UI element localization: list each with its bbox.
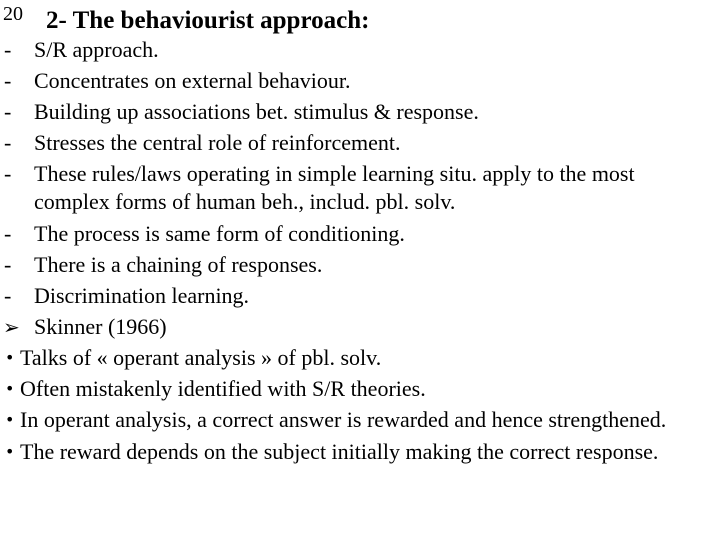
slide-number: 20 [3,3,23,25]
list-item-text: The process is same form of conditioning. [34,221,405,246]
list-item [0,282,720,310]
list-item [0,220,720,248]
list-item [0,438,720,466]
list-item [0,160,720,216]
list-item-text: Building up associations bet. stimulus & response. [34,99,479,124]
bullet-list [0,36,720,470]
dash-bullet-icon: - [4,99,12,124]
dash-bullet-icon: - [4,130,12,155]
list-item-text: S/R approach. [34,37,159,62]
list-item [0,313,720,341]
list-item-text: Talks of « operant analysis » of pbl. solv. [20,345,382,370]
list-item-text: In operant analysis, a correct answer is rewarded and hence strengthened. [20,407,667,432]
list-item [0,129,720,157]
dot-bullet-icon: • [5,410,15,429]
list-item-text: Often mistakenly identified with S/R theories. [20,376,426,401]
list-item [0,344,720,372]
arrow-bullet-icon: ➢ [3,315,20,339]
dash-bullet-icon: - [4,283,12,308]
dash-bullet-icon: - [4,37,12,62]
list-item-text: Discrimination learning. [34,283,250,308]
list-item [0,251,720,279]
list-item-text: Concentrates on external behaviour. [34,68,351,93]
dash-bullet-icon: - [4,161,12,186]
dash-bullet-icon: - [4,252,12,277]
list-item-text: There is a chaining of responses. [34,252,323,277]
list-item-text: The reward depends on the subject initially making the correct response. [20,439,659,464]
list-item [0,375,720,403]
list-item-text: These rules/laws operating in simple learning situ. apply to the most complex forms of human beh., includ. pbl. solv. [34,161,635,214]
list-item-text: Stresses the central role of reinforcement. [34,130,401,155]
dash-bullet-icon: - [4,68,12,93]
list-item [0,406,720,434]
dash-bullet-icon: - [4,221,12,246]
dot-bullet-icon: • [5,379,15,398]
list-item [0,36,720,64]
dot-bullet-icon: • [5,442,15,461]
slide-title: 2- The behaviourist approach: [46,7,370,34]
list-item-text: Skinner (1966) [34,314,167,339]
list-item [0,98,720,126]
dot-bullet-icon: • [5,348,15,367]
list-item [0,67,720,95]
